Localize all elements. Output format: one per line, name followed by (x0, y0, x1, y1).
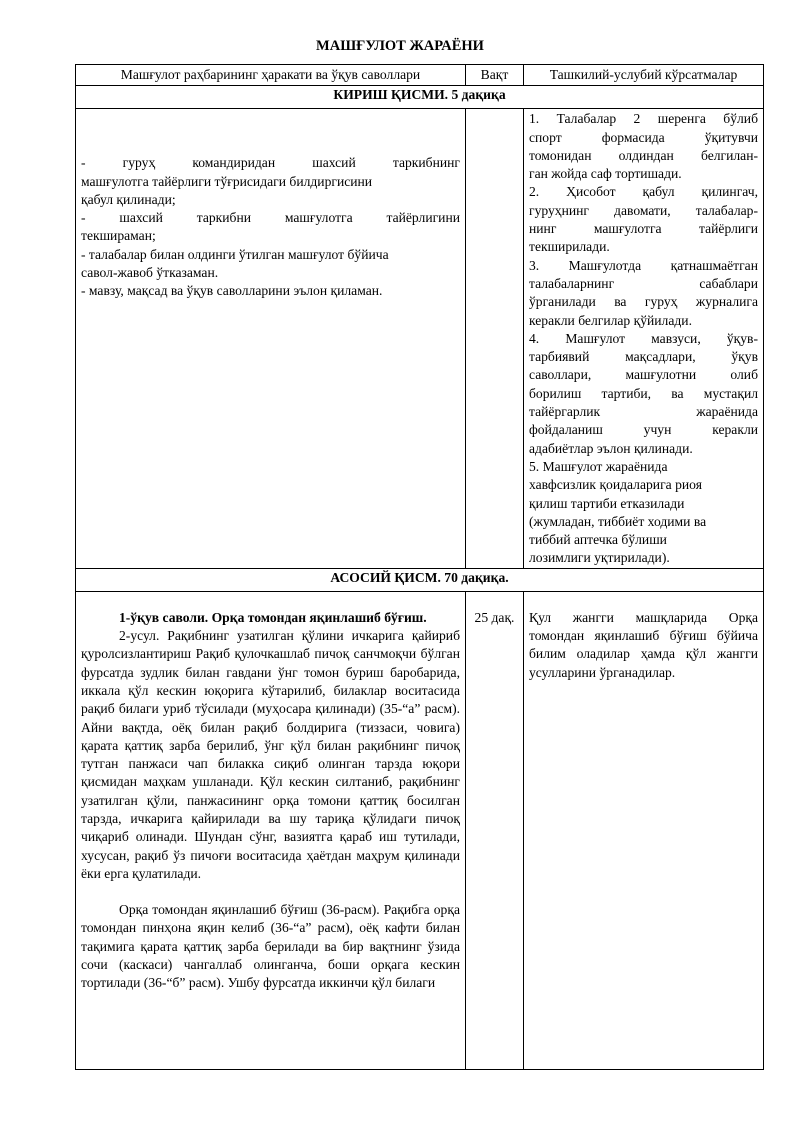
table-header-row (76, 65, 764, 86)
intro-actions-cell (76, 109, 466, 568)
intro-note-line: 5. Машғулот жараёнида (529, 458, 668, 474)
intro-note-line: ган жойда саф тортишади. (529, 166, 682, 182)
intro-action-line: машғулотга тайёрлиги тўғрисидаги билдиргисини (81, 173, 373, 189)
intro-note-line: керакли белгилар қўйилади. (529, 312, 692, 328)
question-title: 1-ўқув саволи. Орқа томондан яқинлашиб бўғиш. (119, 609, 427, 625)
main-paragraph: 2-усул. Рақибнинг узатилган қўлини ичкарига қайириб қуролсизлантириш Рақиб қулочкашлаб пичоқ санчмоқчи бўлган фурсатда зудлик билан гавдани ўнг томон буриш баробарида, иккала қўл кескин юқорига кўтарилиб, билаклар воситасида рақиб билаги уриб тўсилади (муҳосара қилинади) (35-“а” расм). Айни вақтда, оёқ билан рақиб болдирига (тиззаси, човига) қарата қаттиқ зарба берилиб, ўнг қўл билан рақибнинг пичоқ тутган панжаси чап билакка сиқиб олинган тарзда юқори қисмидан маҳкам ушланади. Қўл кескин силтаниб, рақибнинг узатилган қўли, панжасининг орқа томони қаттиқ босилган тарзда, ичкарига қайирилади ва шу тариқа қўлидаги пичоқ чиқариб олинади. Шундан сўнг, вазиятга қараб иш тутилади, хусусан, рақиб ўз пичоғи воситасида ҳаётдан маҳрум қилинади ёки ерга қулатилади. (81, 628, 460, 881)
intro-section-title: КИРИШ ҚИСМИ. 5 дақиқа (76, 86, 764, 109)
intro-note-line: ўрганилади ва гуруҳ журналига (529, 294, 758, 310)
intro-section-row (76, 86, 764, 109)
intro-note-line: тиббий аптечка бўлиши (529, 532, 667, 548)
intro-action-line: савол-жавоб ўтказаман. (81, 265, 219, 281)
intro-note-line: (жумладан, тиббиёт ходими ва (529, 513, 707, 529)
intro-note-line: саволлари, машғулотни олиб (529, 367, 758, 383)
intro-note-line: 3. Машғулотда қатнашмаётган (529, 257, 758, 273)
main-content-row (76, 591, 764, 1069)
intro-action-line: - шахсий таркибни машғулотга тайёрлигини (81, 210, 460, 226)
intro-note-line: тарбиявий мақсадлари, ўқув (529, 349, 758, 365)
intro-note-line: хавфсизлик қоидаларига риоя (529, 477, 702, 493)
lesson-table (75, 64, 764, 1070)
intro-note-line: лозимлиги уқтирилади). (529, 550, 670, 566)
intro-note-line: тайёргарлик жараёнида (529, 404, 758, 420)
header-time: Вақт (466, 65, 524, 86)
intro-note-line: 4. Машғулот мавзуси, ўқув- (529, 330, 758, 346)
header-actions: Машғулот раҳбарининг ҳаракати ва ўқув саволлари (76, 65, 466, 86)
intro-note-line: текширилади. (529, 239, 610, 255)
intro-note-line: талабаларнинг сабаблари (529, 275, 758, 291)
intro-content-row (76, 109, 764, 568)
intro-action-line: - мавзу, мақсад ва ўқув саволларини эълон қиламан. (81, 283, 383, 299)
intro-action-line: - талабалар билан олдинги ўтилган машғулот бўйича (81, 246, 389, 262)
intro-note-line: борилиш тартиби, ва мустақил (529, 385, 758, 401)
intro-action-line: қабул қилинади; (81, 191, 176, 207)
intro-note-line: 1. Талабалар 2 шеренга бўлиб (529, 111, 758, 127)
intro-note-line: фойдаланиш учун керакли (529, 422, 758, 438)
intro-note-line: гуруҳнинг давомати, талабалар- (529, 202, 758, 218)
intro-note-line: адабиётлар эълон қилинади. (529, 440, 693, 456)
main-notes-cell: Қул жангги машқларида Орқа томондан яқинлашиб бўғиш бўйича билим оладилар ҳамда қўл жангги усулларини ўрганадилар. (524, 591, 764, 1069)
main-actions-cell (76, 591, 466, 1069)
intro-note-line: қилиш тартиби етказилади (529, 495, 685, 511)
intro-time-cell (466, 109, 524, 568)
main-time-cell: 25 дақ. (466, 591, 524, 1069)
intro-notes-cell (524, 109, 764, 568)
header-notes: Ташкилий-услубий кўрсатмалар (524, 65, 764, 86)
main-paragraph: Орқа томондан яқинлашиб бўғиш (36-расм). Рақибга орқа томондан пинҳона яқин келиб (36-“а” расм), оёқ кафти билан тақимига қарата қаттиқ зарба берилади ва бир вақтнинг ўзида сочи (каскаси) чангаллаб олинганча, боши орқага кескин тортилади (36-“б” расм). Ушбу фурсатда иккинчи қўл билаги (81, 902, 460, 991)
intro-note-line: томонидан олдиндан белгилан- (529, 147, 758, 163)
intro-note-line: спорт формасида ўқитувчи (529, 129, 758, 145)
main-section-row (76, 568, 764, 591)
main-section-title: АСОСИЙ ҚИСМ. 70 дақиқа. (76, 568, 764, 591)
intro-action-line: - гуруҳ командиридан шахсий таркибнинг (81, 155, 460, 171)
intro-note-line: нинг машғулотга тайёрлиги (529, 221, 758, 237)
intro-note-line: 2. Ҳисобот қабул қилингач, (529, 184, 758, 200)
intro-action-line: текшираман; (81, 228, 156, 244)
page-title: МАШҒУЛОТ ЖАРАЁНИ (316, 38, 484, 54)
